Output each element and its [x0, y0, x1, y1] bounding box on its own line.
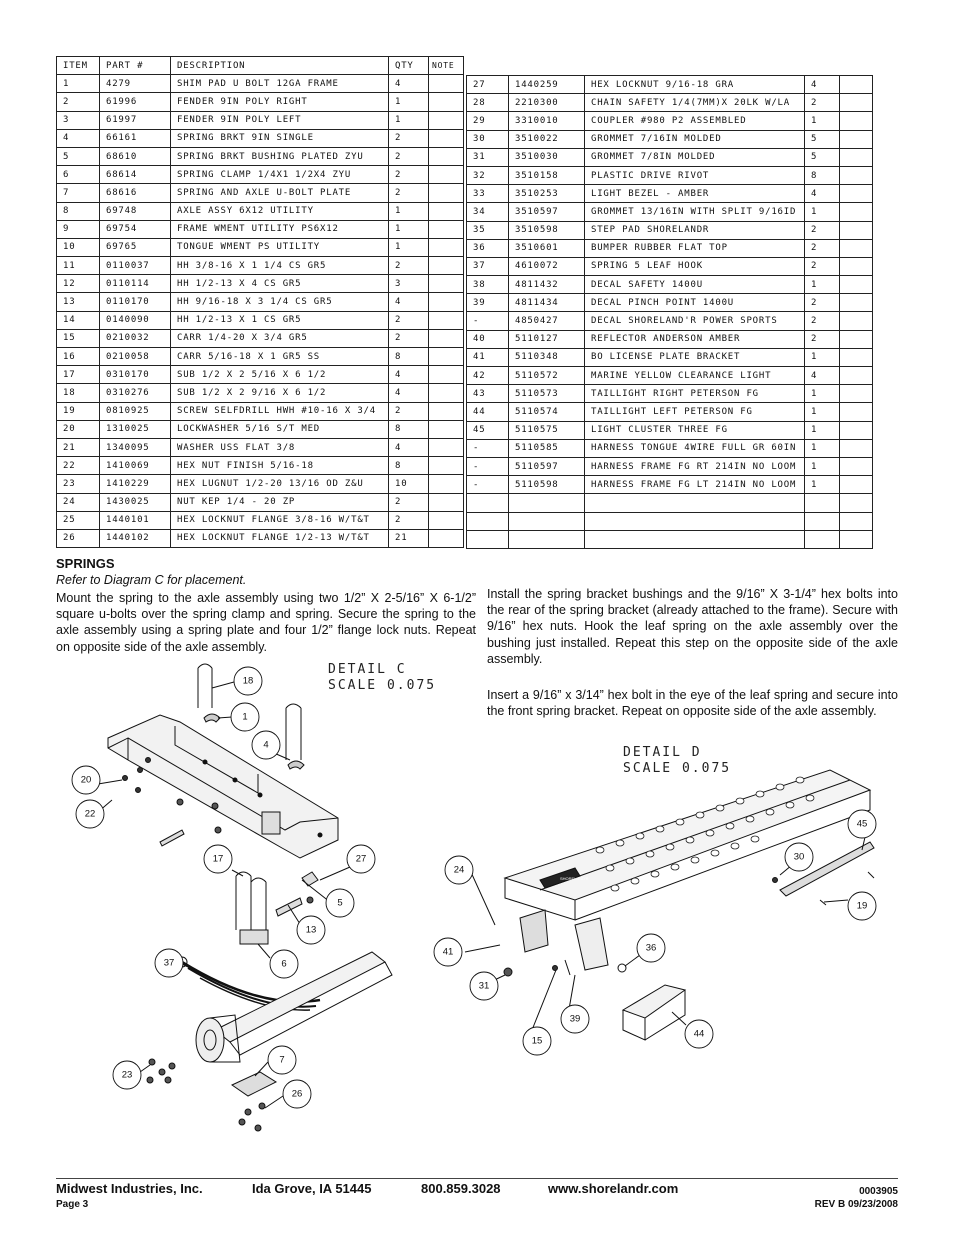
callout-18 — [234, 667, 262, 695]
callout-5 — [326, 889, 354, 917]
svg-text:4: 4 — [263, 739, 269, 751]
cell-item: 2 — [57, 93, 100, 111]
cell-part: 3510030 — [509, 148, 585, 166]
callout-15 — [523, 1027, 551, 1055]
cell-description: HEX LUGNUT 1/2-20 13/16 OD Z&U — [171, 475, 389, 493]
cell-description: CARR 5/16-18 X 1 GR5 SS — [171, 348, 389, 366]
cell-description: SPRING BRKT 9IN SINGLE — [171, 129, 389, 147]
cell-description: HH 1/2-13 X 1 CS GR5 — [171, 311, 389, 329]
step-pad-logo: SHORELAND'R — [560, 876, 589, 881]
cell-part: 5110585 — [509, 439, 585, 457]
cell-part: 4811432 — [509, 276, 585, 294]
cell-item: 17 — [57, 366, 100, 384]
cell-item: 21 — [57, 438, 100, 456]
svg-text:1: 1 — [242, 711, 248, 723]
instructions-right-1: Install the spring bracket bushings and the 9/16” X 3-1/4” hex bolts into the rear of the spring bracket (already attached to the frame). Secure with 9/16” hex nuts. Hook the leaf spring on the axle assembly over the bushing just installed. Repeat this step on the opposite side of the axle assembly. — [487, 587, 898, 666]
cell-description: HARNESS FRAME FG LT 214IN NO LOOM — [585, 476, 805, 494]
cell-part: 5110127 — [509, 330, 585, 348]
cell-qty: 1 — [805, 385, 840, 403]
cell-qty: 5 — [805, 148, 840, 166]
cell-qty: 2 — [389, 166, 429, 184]
cell-part: 68616 — [100, 184, 171, 202]
cell-qty: 4 — [805, 76, 840, 94]
cell-qty: 2 — [389, 147, 429, 165]
cell-qty: 8 — [389, 420, 429, 438]
footer-rule — [56, 1178, 898, 1179]
svg-text:44: 44 — [693, 1028, 705, 1040]
cell-qty: 1 — [805, 476, 840, 494]
callout-4 — [252, 731, 280, 759]
cell-qty: 4 — [389, 384, 429, 402]
footer-city: Ida Grove, IA 51445 — [252, 1181, 372, 1196]
cell-part: 0310170 — [100, 366, 171, 384]
cell-qty: 2 — [389, 311, 429, 329]
cell-part: 5110348 — [509, 348, 585, 366]
svg-text:45: 45 — [856, 818, 868, 830]
cell-item: 41 — [467, 348, 509, 366]
cell-qty: 4 — [805, 367, 840, 385]
cell-item: - — [467, 476, 509, 494]
cell-qty: 1 — [389, 111, 429, 129]
cell-part: 68614 — [100, 166, 171, 184]
cell-qty: 2 — [389, 257, 429, 275]
svg-text:31: 31 — [478, 980, 490, 992]
cell-part: 3510601 — [509, 239, 585, 257]
cell-part: 0110114 — [100, 275, 171, 293]
callout-37 — [155, 949, 183, 977]
cell-description: TAILLIGHT RIGHT PETERSON FG — [585, 385, 805, 403]
cell-part: 1340095 — [100, 438, 171, 456]
callout-41 — [434, 938, 462, 966]
cell-qty: 8 — [805, 166, 840, 184]
cell-qty: 1 — [389, 202, 429, 220]
cell-qty: 2 — [805, 257, 840, 275]
cell-part: 3510598 — [509, 221, 585, 239]
header-item: ITEM — [57, 57, 100, 75]
svg-text:24: 24 — [453, 864, 465, 876]
footer-page: Page 3 — [56, 1199, 89, 1210]
cell-item: 8 — [57, 202, 100, 220]
callout-7 — [268, 1046, 296, 1074]
cell-item: 23 — [57, 475, 100, 493]
cell-qty: 1 — [805, 457, 840, 475]
cell-description: MARINE YELLOW CLEARANCE LIGHT — [585, 367, 805, 385]
cell-item: 10 — [57, 238, 100, 256]
callout-44 — [685, 1020, 713, 1048]
cell-description: CARR 1/4-20 X 3/4 GR5 — [171, 329, 389, 347]
cell-part: 4811434 — [509, 294, 585, 312]
footer-website: www.shorelandr.com — [548, 1181, 679, 1196]
footer-doc-number: 0003905 — [859, 1186, 898, 1197]
cell-part: 5110574 — [509, 403, 585, 421]
callout-13 — [297, 916, 325, 944]
cell-part: 0210032 — [100, 329, 171, 347]
cell-description: HEX NUT FINISH 5/16-18 — [171, 457, 389, 475]
header-note: NOTE — [429, 57, 464, 75]
cell-description: SPRING CLAMP 1/4X1 1/2X4 ZYU — [171, 166, 389, 184]
svg-text:23: 23 — [121, 1069, 133, 1081]
detail-c-scale: SCALE 0.075 — [328, 678, 437, 693]
cell-item: 34 — [467, 203, 509, 221]
cell-qty: 5 — [805, 130, 840, 148]
cell-qty: 10 — [389, 475, 429, 493]
cell-qty: 2 — [805, 312, 840, 330]
cell-item: 29 — [467, 112, 509, 130]
callout-20 — [72, 766, 100, 794]
cell-part: 5110598 — [509, 476, 585, 494]
cell-part: 4850427 — [509, 312, 585, 330]
cell-item: 16 — [57, 348, 100, 366]
cell-qty: 1 — [805, 112, 840, 130]
cell-part: 5110573 — [509, 385, 585, 403]
cell-description: HARNESS TONGUE 4WIRE FULL GR 60IN — [585, 439, 805, 457]
cell-item: 22 — [57, 457, 100, 475]
instructions-left: Mount the spring to the axle assembly using two 1/2” X 2-5/16” X 6-1/2” square u-bolts over the spring clamp and spring. Secure the spring to the axle assembly using a spring plate and four 1/2” flange lock nuts. Repeat on opposite side of the axle assembly. — [56, 591, 476, 654]
cell-qty: 4 — [389, 438, 429, 456]
cell-item: 39 — [467, 294, 509, 312]
svg-text:41: 41 — [442, 946, 454, 958]
cell-description: WASHER USS FLAT 3/8 — [171, 438, 389, 456]
svg-text:13: 13 — [305, 924, 317, 936]
cell-part: 69754 — [100, 220, 171, 238]
callout-6 — [270, 950, 298, 978]
header-description: DESCRIPTION — [171, 57, 389, 75]
cell-item: 1 — [57, 75, 100, 93]
cell-qty: 4 — [389, 75, 429, 93]
cell-item: 37 — [467, 257, 509, 275]
cell-qty: 4 — [805, 185, 840, 203]
cell-qty: 8 — [389, 348, 429, 366]
cell-qty: 1 — [805, 203, 840, 221]
detail-d-scale: SCALE 0.075 — [623, 761, 732, 776]
cell-description: AXLE ASSY 6X12 UTILITY — [171, 202, 389, 220]
callout-27 — [347, 845, 375, 873]
footer-company: Midwest Industries, Inc. — [56, 1181, 203, 1196]
cell-item: 28 — [467, 94, 509, 112]
cell-description: LOCKWASHER 5/16 S/T MED — [171, 420, 389, 438]
cell-item: 18 — [57, 384, 100, 402]
cell-item: 33 — [467, 185, 509, 203]
svg-text:15: 15 — [531, 1035, 543, 1047]
callout-45 — [848, 810, 876, 838]
cell-part: 61996 — [100, 93, 171, 111]
cell-item: 9 — [57, 220, 100, 238]
cell-item: 38 — [467, 276, 509, 294]
cell-part: 3510253 — [509, 185, 585, 203]
cell-description: SPRING AND AXLE U-BOLT PLATE — [171, 184, 389, 202]
cell-description: REFLECTOR ANDERSON AMBER — [585, 330, 805, 348]
svg-text:6: 6 — [281, 958, 287, 970]
cell-description: HARNESS FRAME FG RT 214IN NO LOOM — [585, 457, 805, 475]
cell-part: 1440101 — [100, 511, 171, 529]
cell-description: CHAIN SAFETY 1/4(7MM)X 20LK W/LA — [585, 94, 805, 112]
svg-text:7: 7 — [279, 1054, 285, 1066]
footer-phone: 800.859.3028 — [421, 1181, 501, 1196]
cell-qty: 2 — [389, 129, 429, 147]
cell-part: 1410069 — [100, 457, 171, 475]
cell-part: 1410229 — [100, 475, 171, 493]
callout-30 — [785, 843, 813, 871]
cell-description: FENDER 9IN POLY RIGHT — [171, 93, 389, 111]
cell-description: HH 1/2-13 X 4 CS GR5 — [171, 275, 389, 293]
cell-description: FENDER 9IN POLY LEFT — [171, 111, 389, 129]
cell-qty: 2 — [389, 184, 429, 202]
svg-text:17: 17 — [212, 853, 224, 865]
cell-item: 11 — [57, 257, 100, 275]
cell-qty: 1 — [389, 93, 429, 111]
cell-description: GROMMET 7/8IN MOLDED — [585, 148, 805, 166]
header-part: PART # — [100, 57, 171, 75]
cell-item: - — [467, 439, 509, 457]
cell-item: 42 — [467, 367, 509, 385]
callout-1 — [231, 703, 259, 731]
detail-c-title: DETAIL C — [328, 662, 407, 677]
cell-part: 0310276 — [100, 384, 171, 402]
cell-qty: 1 — [389, 238, 429, 256]
cell-item: 12 — [57, 275, 100, 293]
cell-description: NUT KEP 1/4 - 20 ZP — [171, 493, 389, 511]
cell-description: HEX LOCKNUT FLANGE 1/2-13 W/T&T — [171, 529, 389, 547]
cell-part: 5110597 — [509, 457, 585, 475]
cell-part: 0810925 — [100, 402, 171, 420]
svg-text:18: 18 — [242, 675, 254, 687]
cell-description: SUB 1/2 X 2 9/16 X 6 1/2 — [171, 384, 389, 402]
cell-qty: 2 — [805, 221, 840, 239]
cell-description: PLASTIC DRIVE RIVOT — [585, 166, 805, 184]
cell-qty: 2 — [389, 511, 429, 529]
cell-item: 27 — [467, 76, 509, 94]
cell-item: 4 — [57, 129, 100, 147]
svg-text:22: 22 — [84, 808, 96, 820]
cell-part: 0140090 — [100, 311, 171, 329]
cell-qty: 3 — [389, 275, 429, 293]
cell-part: 4610072 — [509, 257, 585, 275]
cell-description: COUPLER #980 P2 ASSEMBLED — [585, 112, 805, 130]
cell-qty: 1 — [805, 421, 840, 439]
cell-description: SHIM PAD U BOLT 12GA FRAME — [171, 75, 389, 93]
cell-part: 5110575 — [509, 421, 585, 439]
cell-description: SCREW SELFDRILL HWH #10-16 X 3/4 — [171, 402, 389, 420]
header-qty: QTY — [389, 57, 429, 75]
cell-qty: 1 — [389, 220, 429, 238]
cell-part: 2210300 — [509, 94, 585, 112]
cell-qty: 2 — [389, 493, 429, 511]
detail-d-title: DETAIL D — [623, 745, 702, 760]
cell-qty: 2 — [389, 329, 429, 347]
cell-qty: 8 — [389, 457, 429, 475]
callout-36 — [637, 934, 665, 962]
cell-part: 3510022 — [509, 130, 585, 148]
svg-text:26: 26 — [291, 1088, 303, 1100]
cell-description: HH 3/8-16 X 1 1/4 CS GR5 — [171, 257, 389, 275]
cell-item: 31 — [467, 148, 509, 166]
cell-description: BO LICENSE PLATE BRACKET — [585, 348, 805, 366]
cell-item: 26 — [57, 529, 100, 547]
cell-item: 14 — [57, 311, 100, 329]
cell-part: 1440259 — [509, 76, 585, 94]
cell-item: 43 — [467, 385, 509, 403]
cell-item: 30 — [467, 130, 509, 148]
footer-revision: REV B 09/23/2008 — [814, 1199, 898, 1210]
callout-22 — [76, 800, 104, 828]
cell-description: SUB 1/2 X 2 5/16 X 6 1/2 — [171, 366, 389, 384]
cell-part: 3310010 — [509, 112, 585, 130]
cell-part: 0110037 — [100, 257, 171, 275]
callout-24 — [445, 856, 473, 884]
detail-d-drawing — [465, 770, 874, 1040]
cell-part: 1310025 — [100, 420, 171, 438]
svg-text:39: 39 — [569, 1013, 581, 1025]
svg-text:36: 36 — [645, 942, 657, 954]
callout-39 — [561, 1005, 589, 1033]
callout-19 — [848, 892, 876, 920]
cell-qty: 2 — [805, 239, 840, 257]
cell-description: BUMPER RUBBER FLAT TOP — [585, 239, 805, 257]
cell-qty: 1 — [805, 348, 840, 366]
cell-part: 69748 — [100, 202, 171, 220]
cell-item: 24 — [57, 493, 100, 511]
cell-part: 5110572 — [509, 367, 585, 385]
cell-qty: 1 — [805, 276, 840, 294]
cell-part: 1430025 — [100, 493, 171, 511]
cell-qty: 1 — [805, 439, 840, 457]
cell-qty: 4 — [389, 293, 429, 311]
cell-part: 3510597 — [509, 203, 585, 221]
cell-part: 3510158 — [509, 166, 585, 184]
svg-text:19: 19 — [856, 900, 868, 912]
cell-qty: 21 — [389, 529, 429, 547]
svg-text:27: 27 — [355, 853, 367, 865]
svg-text:30: 30 — [793, 851, 805, 863]
cell-description: SPRING BRKT BUSHING PLATED ZYU — [171, 147, 389, 165]
cell-qty: 2 — [805, 94, 840, 112]
cell-part: 0110170 — [100, 293, 171, 311]
section-reference: Refer to Diagram C for placement. — [56, 573, 247, 587]
cell-part: 69765 — [100, 238, 171, 256]
cell-description: HEX LOCKNUT FLANGE 3/8-16 W/T&T — [171, 511, 389, 529]
cell-part: 61997 — [100, 111, 171, 129]
cell-item: 13 — [57, 293, 100, 311]
cell-qty: 2 — [389, 402, 429, 420]
cell-item: 7 — [57, 184, 100, 202]
cell-item: 5 — [57, 147, 100, 165]
callout-23 — [113, 1061, 141, 1089]
section-title: SPRINGS — [56, 556, 115, 571]
svg-text:37: 37 — [163, 957, 175, 969]
cell-item: 35 — [467, 221, 509, 239]
instructions-right-2: Insert a 9/16” x 3/14” hex bolt in the eye of the leaf spring and secure into the front spring bracket. Repeat on opposite side of the axle assembly. — [487, 688, 898, 719]
cell-description: LIGHT BEZEL - AMBER — [585, 185, 805, 203]
cell-item: - — [467, 312, 509, 330]
cell-description: DECAL SAFETY 1400U — [585, 276, 805, 294]
cell-item: - — [467, 457, 509, 475]
cell-item: 36 — [467, 239, 509, 257]
cell-description: GROMMET 13/16IN WITH SPLIT 9/16ID — [585, 203, 805, 221]
cell-description: TONGUE WMENT PS UTILITY — [171, 238, 389, 256]
cell-item: 3 — [57, 111, 100, 129]
cell-description: FRAME WMENT UTILITY PS6X12 — [171, 220, 389, 238]
cell-description: DECAL SHORELAND'R POWER SPORTS — [585, 312, 805, 330]
svg-text:5: 5 — [337, 897, 343, 909]
cell-description: TAILLIGHT LEFT PETERSON FG — [585, 403, 805, 421]
callout-26 — [283, 1080, 311, 1108]
cell-part: 4279 — [100, 75, 171, 93]
cell-item: 15 — [57, 329, 100, 347]
cell-qty: 1 — [805, 403, 840, 421]
svg-text:20: 20 — [80, 774, 92, 786]
callout-17 — [204, 845, 232, 873]
cell-item: 19 — [57, 402, 100, 420]
cell-description: SPRING 5 LEAF HOOK — [585, 257, 805, 275]
cell-item: 45 — [467, 421, 509, 439]
cell-description: HH 9/16-18 X 3 1/4 CS GR5 — [171, 293, 389, 311]
callout-31 — [470, 972, 498, 1000]
cell-description: GROMMET 7/16IN MOLDED — [585, 130, 805, 148]
cell-item: 32 — [467, 166, 509, 184]
cell-description: STEP PAD SHORELANDR — [585, 221, 805, 239]
cell-qty: 2 — [805, 330, 840, 348]
cell-item: 44 — [467, 403, 509, 421]
cell-item: 40 — [467, 330, 509, 348]
cell-description: HEX LOCKNUT 9/16-18 GRA — [585, 76, 805, 94]
cell-description: DECAL PINCH POINT 1400U — [585, 294, 805, 312]
cell-description: LIGHT CLUSTER THREE FG — [585, 421, 805, 439]
cell-part: 1440102 — [100, 529, 171, 547]
cell-item: 20 — [57, 420, 100, 438]
cell-qty: 4 — [389, 366, 429, 384]
cell-item: 25 — [57, 511, 100, 529]
cell-part: 66161 — [100, 129, 171, 147]
cell-item: 6 — [57, 166, 100, 184]
cell-part: 0210058 — [100, 348, 171, 366]
cell-qty: 2 — [805, 294, 840, 312]
cell-part: 68610 — [100, 147, 171, 165]
